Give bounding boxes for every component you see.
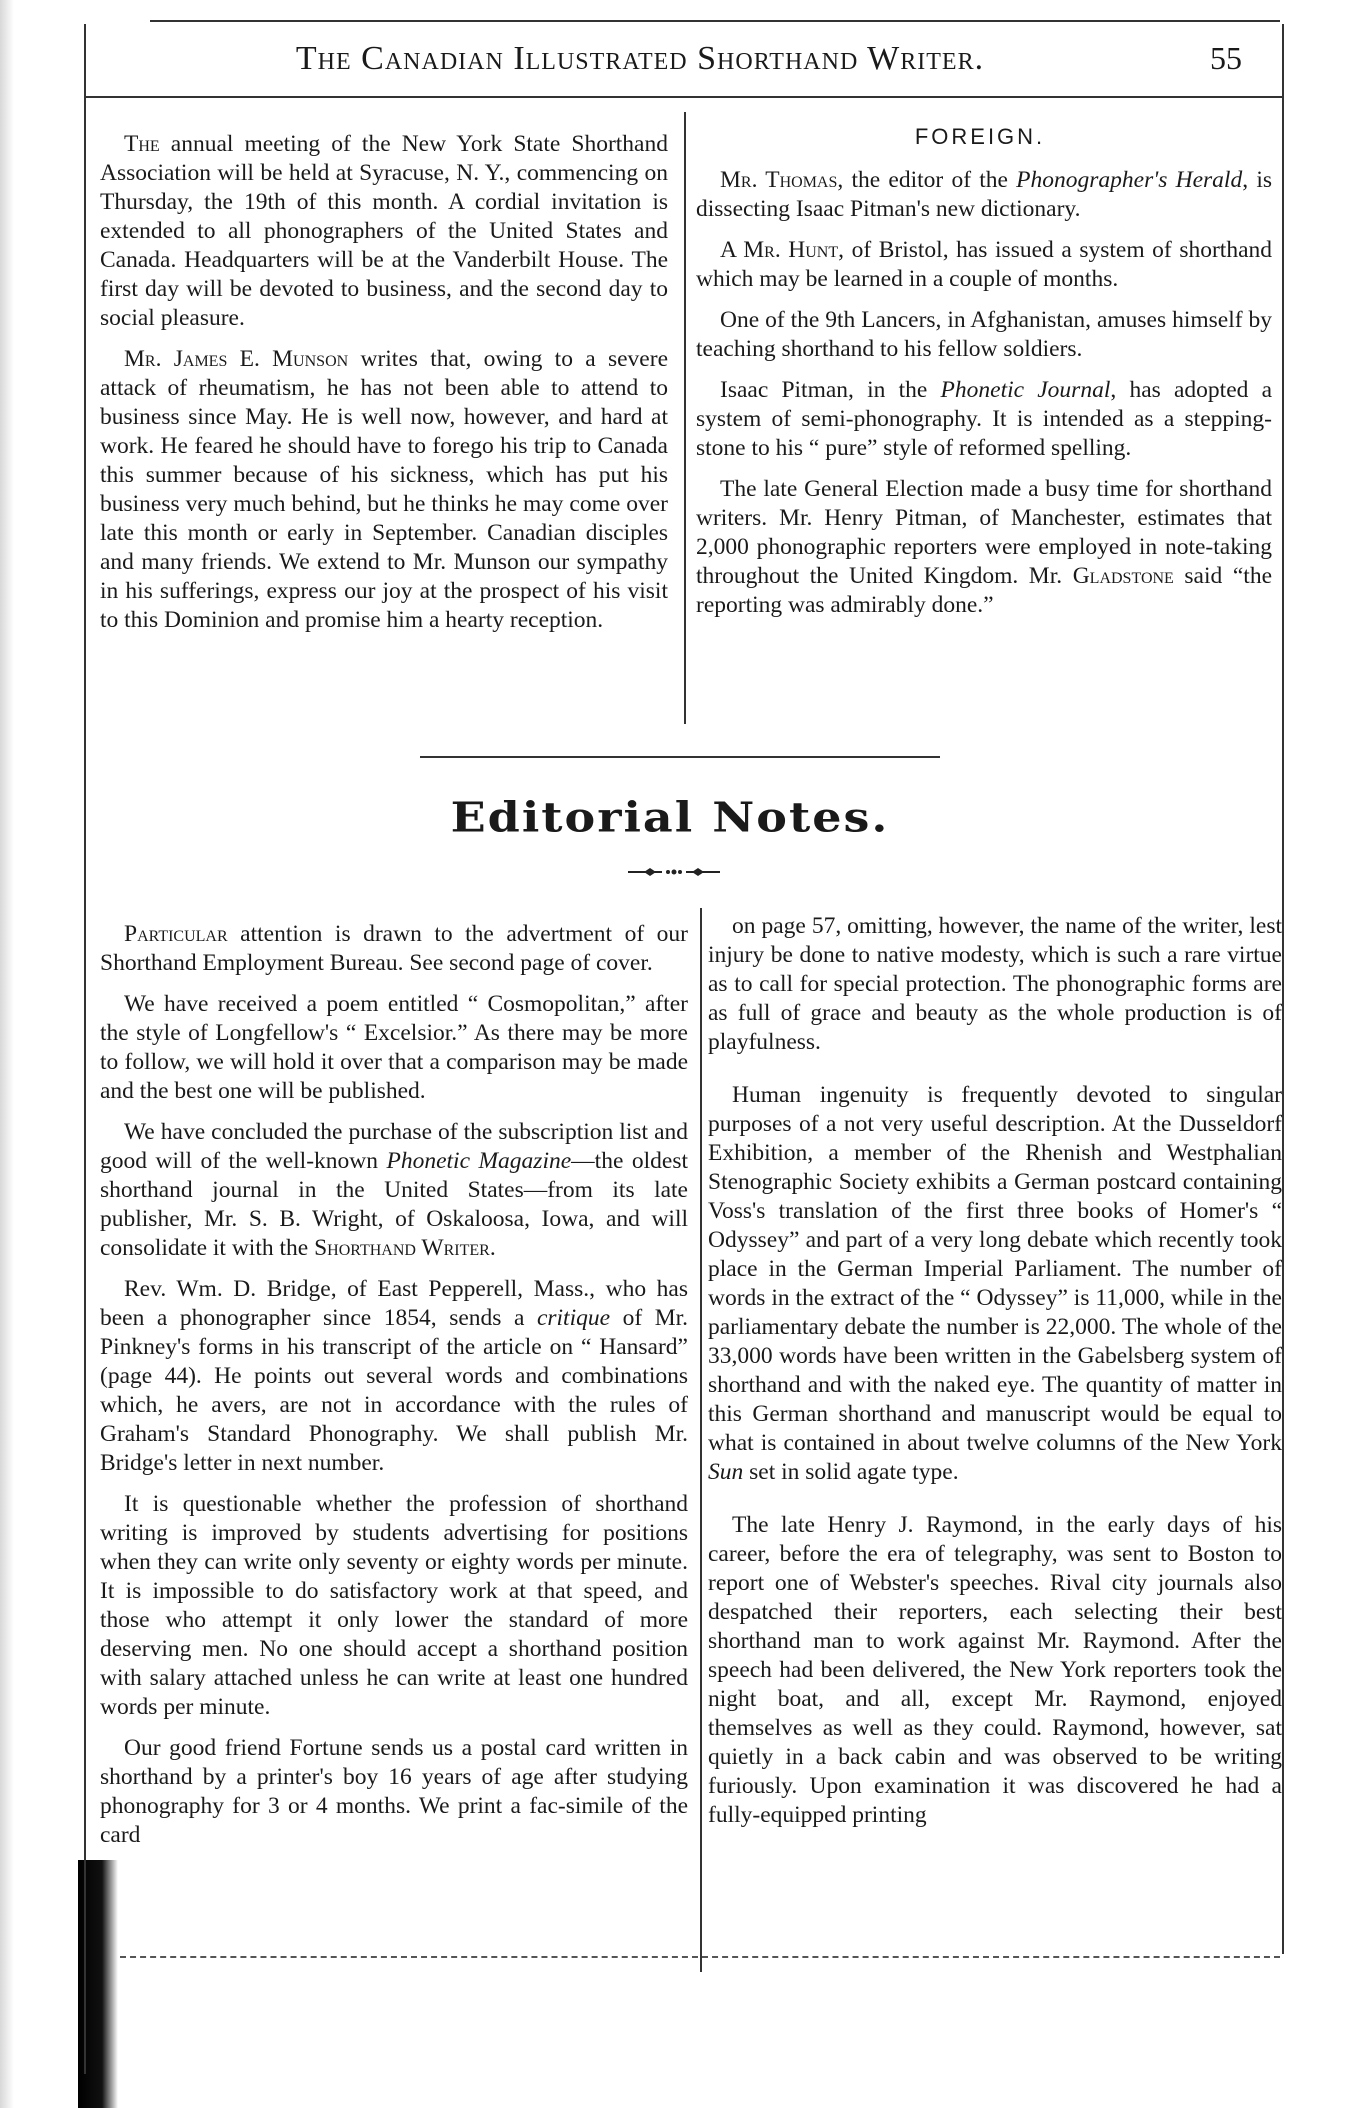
- paragraph: [696, 306, 1272, 364]
- small-caps-run: Mr. Thomas: [720, 167, 838, 193]
- editorial-right-column: [708, 912, 1282, 1842]
- italic-run: Phonetic Magazine: [386, 1148, 572, 1174]
- italic-run: Phonetic Journal: [940, 377, 1111, 403]
- editorial-left-column: [100, 920, 688, 1874]
- text-run: , of Bristol, has issued a system of shorthand which may be learned in a couple of months.: [696, 237, 1272, 292]
- text-run: .: [489, 1235, 496, 1261]
- paragraph: [696, 166, 1272, 224]
- text-run: A: [720, 237, 744, 263]
- text-run: , the editor of the: [837, 167, 1017, 193]
- italic-run: critique: [536, 1305, 611, 1331]
- paragraph: [100, 1490, 688, 1722]
- small-caps-run: Mr. James E. Munson: [124, 346, 349, 372]
- text-run: One of the 9th Lancers, in Afghanistan, amuses himself by teaching shorthand to his fellow soldiers.: [696, 307, 1272, 362]
- paragraph: [696, 236, 1272, 294]
- small-caps-run: Particular: [124, 921, 228, 947]
- text-run: annual meeting of the New York State Shorthand Association will be held at Syracuse, N. Y., commencing on Thursday, the 19th of this month. A cordial invitation is extended to all phonographers of the United States and Canada. Headquarters will be at the Vanderbilt House. The first day will be devoted to business, and the second day to social pleasure.: [100, 131, 668, 331]
- small-caps-run: Gladstone: [1072, 563, 1174, 589]
- text-run: Our good friend Fortune sends us a postal card written in shorthand by a printer's boy 16 years of age after studying phonography for 3 or 4 months. We print a fac-simile of the card: [100, 1735, 688, 1848]
- paragraph: [708, 1511, 1282, 1830]
- text-run: Rev. Wm. D. Bridge, of East Pepperell, Mass., who has been a phonographer since 1854, sends a: [100, 1276, 688, 1331]
- footer-rule: [120, 1956, 1280, 1958]
- text-run: said “the reporting was admirably done.”: [696, 563, 1272, 618]
- paragraph: [708, 1081, 1282, 1487]
- top-column-divider: [684, 112, 686, 724]
- paragraph: [708, 912, 1282, 1057]
- page-number: 55: [1210, 40, 1242, 76]
- paragraph: [100, 990, 688, 1106]
- text-run: We have received a poem entitled “ Cosmopolitan,” after the style of Longfellow's “ Excelsior.” As there may be more to follow, we will hold it over that a comparison may be made and the best one will be published.: [100, 991, 688, 1104]
- ornament-icon: [624, 862, 724, 882]
- italic-run: Phonographer's Herald: [1016, 167, 1243, 193]
- header-bottom-rule: [86, 96, 1282, 98]
- paragraph: [696, 376, 1272, 463]
- editorial-column-divider: [700, 908, 702, 1972]
- paragraph: [100, 130, 668, 333]
- page-binding-edge: [0, 0, 14, 2108]
- foreign-column: [696, 166, 1272, 632]
- text-run: The late General Election made a busy time for shorthand writers. Mr. Henry Pitman, of Manchester, estimates that 2,000 phonographic reporters were employed in note-taking throughout the United Kingdom. Mr.: [696, 476, 1272, 589]
- text-run: Isaac Pitman, in the: [720, 377, 941, 403]
- section-divider-rule: [420, 756, 940, 758]
- text-run: of Mr. Pinkney's forms in his transcript of the article on “ Hansard” (page 44). He points out several words and combinations which, he avers, are not in accordance with the rules of Graham's Standard Phonography. We shall publish Mr. Bridge's letter in next number.: [100, 1305, 688, 1476]
- italic-run: Sun: [708, 1459, 744, 1485]
- header-top-rule: [150, 20, 1280, 22]
- text-run: , is dissecting Isaac Pitman's new dictionary.: [696, 167, 1272, 222]
- text-run: It is questionable whether the profession of shorthand writing is improved by students advertising for positions when they can write only seventy or eighty words per minute. It is impossible to do satisfactory work at that speed, and those who attempt it only lower the standard of more deserving men. No one should accept a shorthand position with salary attached unless he can write at least one hundred words per minute.: [100, 1491, 688, 1720]
- paragraph: [100, 1118, 688, 1263]
- text-run: The late Henry J. Raymond, in the early days of his career, before the era of telegraphy, was sent to Boston to report one of Webster's speeches. Rival city journals also despatched their reporters, each selecting their best shorthand man to work against Mr. Raymond. After the speech had been delivered, the New York reporters took the night boat, and all, except Mr. Raymond, enjoyed themselves as well as they could. Raymond, however, sat quietly in a back cabin and was observed to be writing furiously. Upon examination it was discovered he had a fully-equipped printing: [708, 1512, 1282, 1828]
- frame-left-rule: [84, 24, 86, 2074]
- small-caps-run: The: [124, 131, 160, 157]
- paragraph: [696, 475, 1272, 620]
- editorial-notes-title: Editorial Notes.: [450, 792, 890, 842]
- paragraph: [100, 920, 688, 978]
- text-run: on page 57, omitting, however, the name of the writer, lest injury be done to native modesty, which is such a rare virtue as to call for special protection. The phonographic forms are as full of grace and beauty as the whole production is of playfulness.: [708, 913, 1282, 1055]
- text-run: Human ingenuity is frequently devoted to singular purposes of a not very useful description. At the Dusseldorf Exhibition, a member of the Rhenish and Westphalian Stenographic Society exhibits a German postcard containing Voss's translation of the first three books of Homer's “ Odyssey” and part of a very long debate which recently took place in the German Imperial Parliament. The number of words in the extract of the “ Odyssey” is 11,000, while in the parliamentary debate the number is 22,000. The whole of the 33,000 words have been written in the Gabelsberg system of shorthand and with the naked eye. The quantity of matter in this German shorthand and manuscript would be equal to what is contained in about twelve columns of the New York: [708, 1082, 1282, 1456]
- small-caps-run: Shorthand Writer: [314, 1235, 490, 1261]
- frame-right-rule: [1282, 24, 1284, 1954]
- small-caps-run: Mr. Hunt: [743, 237, 839, 263]
- foreign-heading: FOREIGN.: [914, 124, 1046, 149]
- paragraph: [100, 345, 668, 635]
- text-run: We have concluded the purchase of the subscription list and good will of the well-known: [100, 1119, 688, 1174]
- text-run: attention is drawn to the advertment of our Shorthand Employment Bureau. See second page of cover.: [100, 921, 688, 976]
- text-run: writes that, owing to a severe attack of rheumatism, he has not been able to attend to business since May. He is well now, however, and hard at work. He feared he should have to forego his trip to Canada this summer because of his sickness, which has put his business very much behind, but he thinks he may come over late this month or early in September. Canadian disciples and many friends. We extend to Mr. Munson our sympathy in his sufferings, express our joy at the prospect of his visit to this Dominion and promise him a hearty reception.: [100, 346, 668, 633]
- top-left-column: [100, 130, 668, 647]
- paragraph: [100, 1734, 688, 1850]
- paragraph: [100, 1275, 688, 1478]
- text-run: , has adopted a system of semi-phonography. It is intended as a stepping-stone to his “ pure” style of reformed spelling.: [696, 377, 1272, 461]
- journal-title: The Canadian Illustrated Shorthand Writer.: [295, 40, 985, 77]
- text-run: set in solid agate type.: [743, 1459, 959, 1485]
- text-run: —the oldest shorthand journal in the United States—from its late publisher, Mr. S. B. Wright, of Oskaloosa, Iowa, and will consolidate it with the: [100, 1148, 688, 1261]
